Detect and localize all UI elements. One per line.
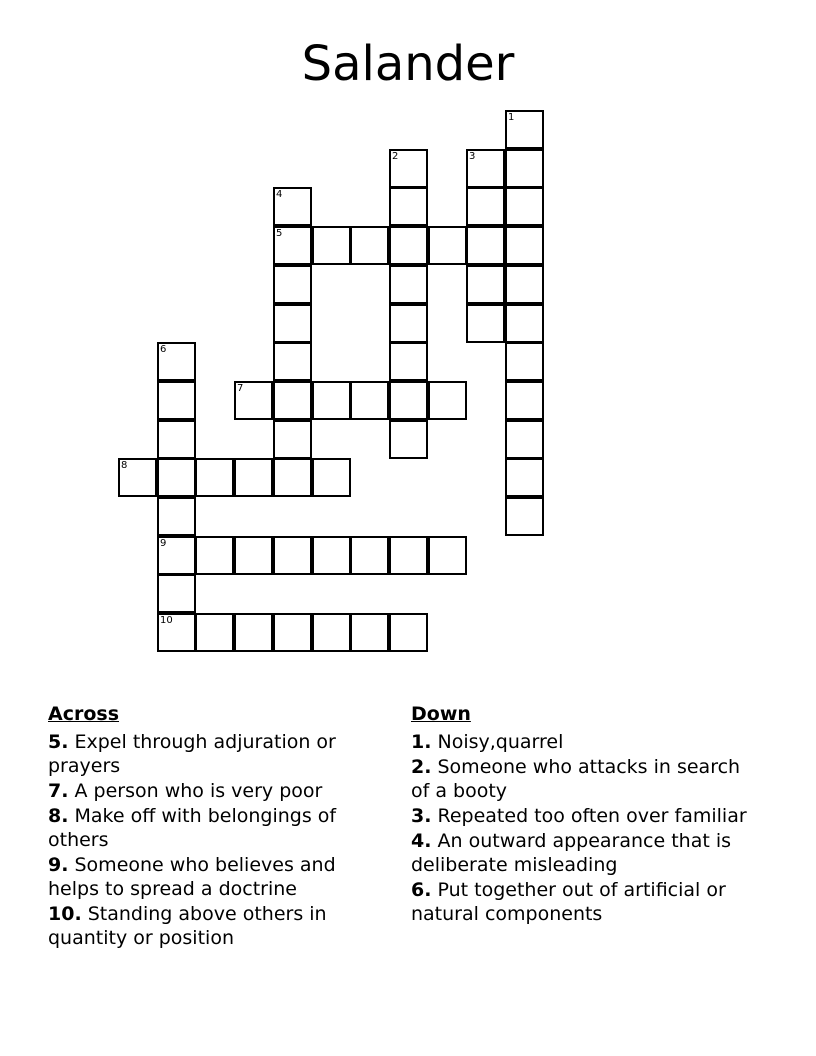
grid-cell[interactable]	[118, 458, 157, 497]
clue-number: 2	[392, 151, 399, 162]
clue-number: 7	[237, 383, 244, 394]
grid-cell[interactable]	[389, 149, 428, 188]
grid-cell[interactable]	[273, 342, 312, 381]
grid-cell[interactable]	[389, 226, 428, 265]
grid-cell[interactable]	[273, 381, 312, 420]
across-clue-8: 8. Make off with belongings of others	[48, 805, 337, 851]
clue-number: 3	[469, 151, 476, 162]
grid-cell[interactable]	[428, 226, 467, 265]
grid-cell[interactable]	[505, 110, 544, 149]
across-heading: Across	[48, 703, 120, 725]
grid-cell[interactable]	[273, 536, 312, 575]
grid-cell[interactable]	[234, 613, 273, 652]
grid-cell[interactable]	[505, 149, 544, 188]
grid-cell[interactable]	[389, 420, 428, 459]
grid-cell[interactable]	[273, 265, 312, 304]
grid-cell[interactable]	[312, 458, 351, 497]
across-clues	[48, 702, 388, 951]
down-clue-6: 6. Put together out of artificial or natural components	[411, 879, 726, 925]
grid-cell[interactable]	[234, 536, 273, 575]
grid-cell[interactable]	[273, 458, 312, 497]
grid-cell[interactable]	[157, 342, 196, 381]
grid-cell[interactable]	[157, 536, 196, 575]
grid-cell[interactable]	[505, 420, 544, 459]
grid-cell[interactable]	[273, 226, 312, 265]
grid-cell[interactable]	[312, 381, 351, 420]
clue-number: 9	[160, 538, 167, 549]
grid-cell[interactable]	[273, 420, 312, 459]
grid-cell[interactable]	[466, 149, 505, 188]
grid-cell[interactable]	[234, 458, 273, 497]
grid-cell[interactable]	[389, 342, 428, 381]
grid-cell[interactable]	[157, 574, 196, 613]
across-clue-9: 9. Someone who believes and helps to spread a doctrine	[48, 854, 336, 900]
clue-number: 10	[160, 615, 173, 626]
grid-cell[interactable]	[505, 226, 544, 265]
grid-cell[interactable]	[389, 613, 428, 652]
grid-cell[interactable]	[312, 536, 351, 575]
grid-cell[interactable]	[234, 381, 273, 420]
grid-cell[interactable]	[195, 536, 234, 575]
down-clue-4: 4. An outward appearance that is deliberate misleading	[411, 830, 732, 876]
grid-cell[interactable]	[505, 342, 544, 381]
grid-cell[interactable]	[350, 613, 389, 652]
grid-cell[interactable]	[389, 536, 428, 575]
grid-cell[interactable]	[312, 613, 351, 652]
grid-cell[interactable]	[505, 381, 544, 420]
grid-cell[interactable]	[505, 497, 544, 536]
clue-number: 5	[276, 228, 283, 239]
down-clue-3: 3. Repeated too often over familiar	[411, 805, 747, 827]
grid-cell[interactable]	[428, 536, 467, 575]
puzzle-title: Salander	[301, 36, 515, 92]
grid-cell[interactable]	[312, 226, 351, 265]
clue-number: 1	[508, 112, 515, 123]
grid-cell[interactable]	[157, 613, 196, 652]
down-heading: Down	[411, 703, 471, 725]
clue-number: 4	[276, 189, 283, 200]
down-clues	[411, 702, 751, 927]
grid-cell[interactable]	[157, 381, 196, 420]
across-clue-10: 10. Standing above others in quantity or position	[48, 903, 327, 949]
grid-cell[interactable]	[195, 613, 234, 652]
grid-cell[interactable]	[273, 187, 312, 226]
down-clue-2: 2. Someone who attacks in search of a booty	[411, 756, 741, 802]
grid-cell[interactable]	[505, 265, 544, 304]
grid-cell[interactable]	[195, 458, 234, 497]
grid-cell[interactable]	[157, 497, 196, 536]
grid-cell[interactable]	[428, 381, 467, 420]
grid-cell[interactable]	[505, 458, 544, 497]
grid-cell[interactable]	[350, 226, 389, 265]
grid-cell[interactable]	[466, 187, 505, 226]
down-clue-1: 1. Noisy,quarrel	[411, 731, 564, 753]
across-clue-5: 5. Expel through adjuration or prayers	[48, 731, 336, 777]
grid-cell[interactable]	[157, 420, 196, 459]
clue-number: 6	[160, 344, 167, 355]
across-clue-7: 7. A person who is very poor	[48, 780, 323, 802]
grid-cell[interactable]	[389, 304, 428, 343]
grid-cell[interactable]	[466, 226, 505, 265]
grid-cell[interactable]	[505, 304, 544, 343]
grid-cell[interactable]	[157, 458, 196, 497]
grid-cell[interactable]	[350, 536, 389, 575]
grid-cell[interactable]	[466, 265, 505, 304]
grid-cell[interactable]	[273, 304, 312, 343]
clue-number: 8	[121, 460, 128, 471]
grid-cell[interactable]	[389, 187, 428, 226]
grid-cell[interactable]	[505, 187, 544, 226]
grid-cell[interactable]	[389, 265, 428, 304]
grid-cell[interactable]	[389, 381, 428, 420]
grid-cell[interactable]	[466, 304, 505, 343]
grid-cell[interactable]	[273, 613, 312, 652]
grid-cell[interactable]	[350, 381, 389, 420]
